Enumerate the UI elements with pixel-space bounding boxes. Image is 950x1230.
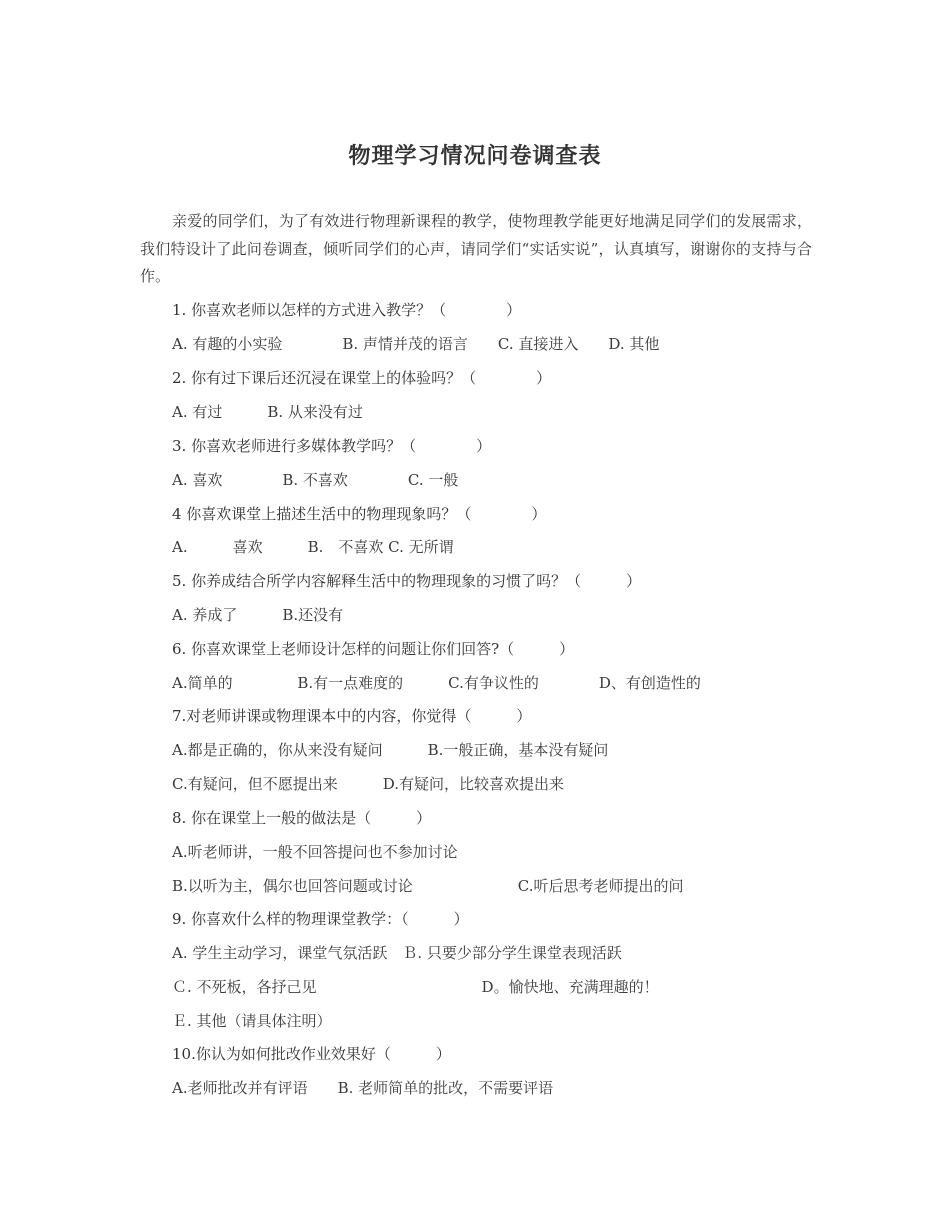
question-5: 5. 你养成结合所学内容解释生活中的物理现象的习惯了吗？（ ） xyxy=(172,572,642,590)
question-10-options: A.老师批改并有评语 B. 老师简单的批改，不需要评语 xyxy=(172,1079,554,1097)
question-8-options-bc: B.以听为主，偶尔也回答问题或讨论 C.听后思考老师提出的问 xyxy=(172,877,684,895)
question-2: 2. 你有过下课后还沉浸在课堂上的体验吗？（ ） xyxy=(172,369,552,387)
question-6-options: A.简单的 B.有一点难度的 C.有争议性的 D、有创造性的 xyxy=(172,674,701,692)
question-7: 7.对老师讲课或物理课本中的内容，你觉得（ ） xyxy=(172,707,532,725)
question-9-options-ab: A. 学生主动学习，课堂气氛活跃 Ｂ. 只要少部分学生课堂表现活跃 xyxy=(172,944,622,962)
question-1: 1. 你喜欢老师以怎样的方式进入教学？（ ） xyxy=(172,301,522,319)
intro-paragraph: 亲爱的同学们，为了有效进行物理新课程的教学，使物理教学能更好地满足同学们的发展需求，我们特设计了此问卷调查，倾听同学们的心声，请同学们“实话实说”，认真填写，谢谢你的支持与合作。 xyxy=(140,212,812,285)
question-9: 9. 你喜欢什么样的物理课堂教学：（ ） xyxy=(172,910,469,928)
question-2-options: A. 有过 B. 从来没有过 xyxy=(172,403,363,421)
question-4: 4 你喜欢课堂上描述生活中的物理现象吗？（ ） xyxy=(172,505,547,523)
question-4-options: A. 喜欢 B. 不喜欢 C. 无所谓 xyxy=(172,538,454,556)
question-1-options: A. 有趣的小实验 B. 声情并茂的语言 C. 直接进入 D. 其他 xyxy=(172,335,660,353)
question-6: 6. 你喜欢课堂上老师设计怎样的问题让你们回答?（ ） xyxy=(172,640,575,658)
question-8: 8. 你在课堂上一般的做法是（ ） xyxy=(172,809,432,827)
question-10: 10.你认为如何批改作业效果好（ ） xyxy=(172,1045,451,1063)
question-3: 3. 你喜欢老师进行多媒体教学吗？（ ） xyxy=(172,437,492,455)
document-title: 物理学习情况问卷调查表 xyxy=(348,144,602,169)
question-9-options-cd: Ｃ. 不死板，各抒己见 D。愉快地、充满理趣的！ xyxy=(172,978,659,996)
question-7-options-ab: A.都是正确的，你从来没有疑问 B.一般正确，基本没有疑问 xyxy=(172,741,609,759)
question-8-option-a: A.听老师讲，一般不回答提问也不参加讨论 xyxy=(172,843,458,861)
question-5-options: A. 养成了 B.还没有 xyxy=(172,606,344,624)
question-3-options: A. 喜欢 B. 不喜欢 C. 一般 xyxy=(172,471,459,489)
question-7-options-cd: C.有疑问，但不愿提出来 D.有疑问，比较喜欢提出来 xyxy=(172,775,564,793)
question-9-option-e: Ｅ. 其他（请具体注明） xyxy=(172,1012,332,1030)
